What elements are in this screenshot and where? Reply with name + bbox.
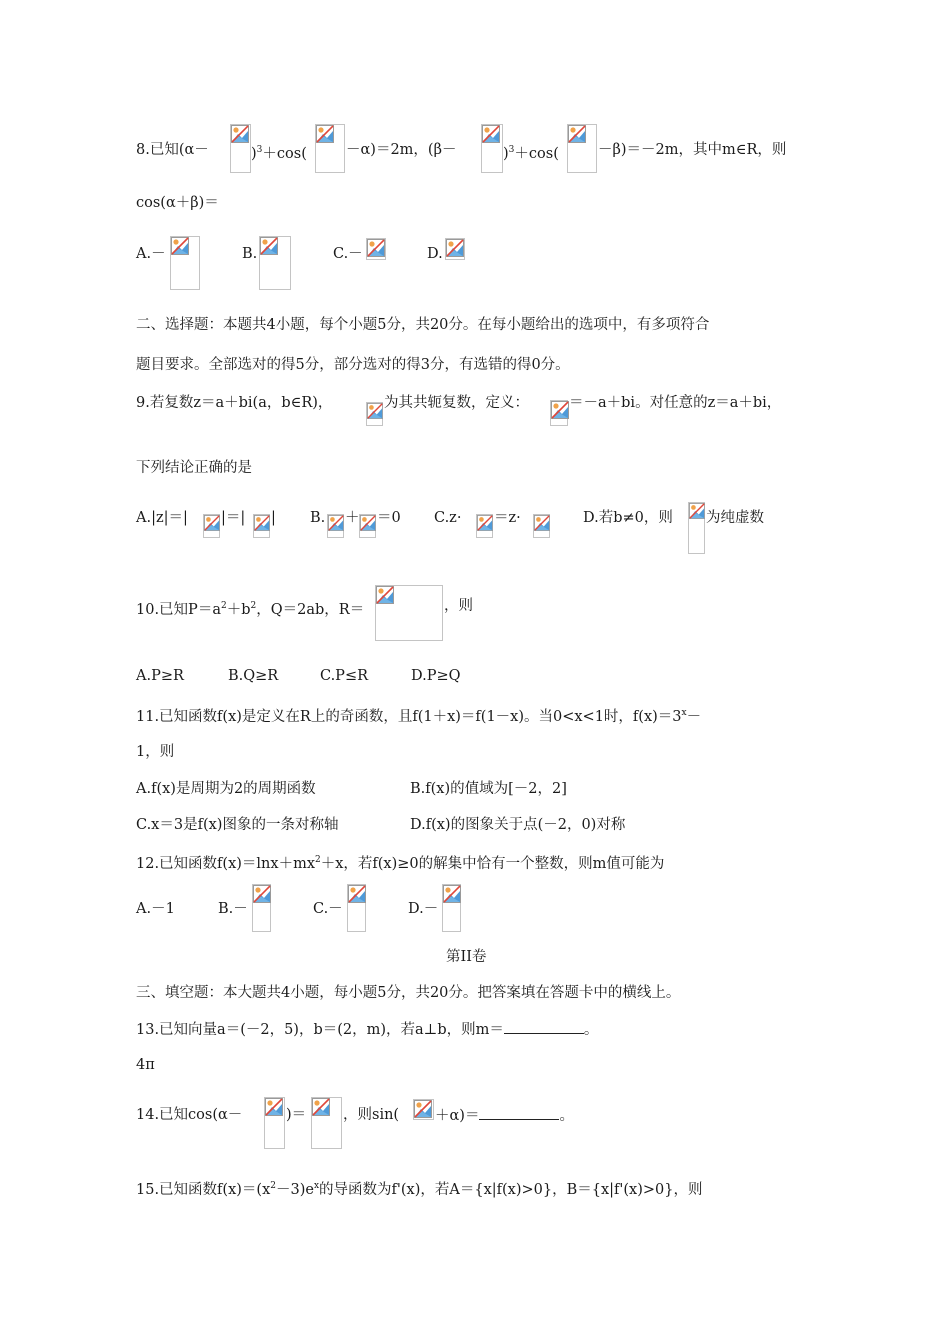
superscript: 3 — [508, 145, 515, 155]
q8-option-b: B. — [242, 246, 258, 262]
q8-text: ) — [251, 145, 257, 162]
formula-image — [315, 124, 345, 173]
q10-option-b: B.Q≥R — [228, 668, 279, 684]
section3-line1: 三、填空题：本大题共4小题，每小题5分，共20分。把答案填在答题卡中的横线上。 — [136, 985, 681, 1001]
formula-image — [445, 238, 465, 260]
q10-text: ，Q＝2ab，R＝ — [256, 601, 365, 618]
q14-text: )＝ — [286, 1107, 307, 1123]
formula-image — [327, 514, 344, 538]
q11-line1 — [136, 703, 701, 727]
superscript: 2 — [220, 601, 227, 611]
formula-image — [533, 514, 550, 538]
superscript: 2 — [315, 855, 321, 865]
q9-option-b: B. — [310, 510, 326, 526]
broken-image-icon — [568, 125, 586, 143]
q12-line1 — [136, 850, 664, 874]
broken-image-icon — [367, 403, 383, 419]
q10-text: ＋b — [226, 601, 251, 618]
formula-image — [259, 236, 291, 290]
formula-image — [264, 1097, 285, 1149]
formula-image — [550, 400, 568, 426]
formula-image — [366, 238, 386, 260]
answer-blank — [504, 1019, 584, 1034]
superscript: x — [313, 1181, 320, 1191]
broken-image-icon — [231, 125, 249, 143]
broken-image-icon — [443, 885, 461, 903]
q8-option-c: C.－ — [333, 246, 363, 262]
option-text: |＝| — [221, 510, 246, 526]
broken-image-icon — [689, 503, 705, 519]
q15-text: 的导函数为f'(x)，若A＝{x|f(x)>0}，B＝{x|f'(x)>0}，则 — [319, 1181, 703, 1198]
q8-text: 8.已知(α－ — [136, 142, 209, 158]
broken-image-icon — [414, 1100, 432, 1118]
q12-option-b: B.－ — [218, 901, 248, 917]
q11-option-c: C.x＝3是f(x)图象的一条对称轴 — [136, 817, 339, 833]
q15-text: －3)e — [276, 1181, 314, 1198]
formula-image — [252, 884, 271, 932]
formula-image — [347, 884, 366, 932]
broken-image-icon — [265, 1098, 283, 1116]
q8-text: ＋cos( — [262, 145, 307, 162]
formula-image — [476, 514, 493, 538]
q10-text: ，则 — [444, 598, 473, 614]
q9-line2: 下列结论正确的是 — [136, 460, 252, 476]
q11-text: － — [686, 708, 702, 725]
formula-image — [688, 502, 705, 554]
formula-image — [366, 402, 383, 426]
formula-image — [359, 514, 376, 538]
q11-text: 11.已知函数f(x)是定义在R上的奇函数，且f(1＋x)＝f(1－x)。当0<x<1时，f(x)＝3 — [136, 708, 682, 725]
q8-option-d: D. — [427, 246, 443, 262]
broken-image-icon — [534, 515, 550, 531]
broken-image-icon — [254, 515, 270, 531]
formula-image — [567, 124, 597, 173]
broken-image-icon — [204, 515, 220, 531]
q12-option-a: A.－1 — [136, 901, 175, 917]
q10-option-a: A.P≥R — [136, 668, 184, 684]
broken-image-icon — [446, 239, 464, 257]
broken-image-icon — [376, 586, 394, 604]
broken-image-icon — [482, 125, 500, 143]
option-text: 为纯虚数 — [706, 510, 764, 526]
section2-line1: 二、选择题：本题共4小题，每个小题5分，共20分。在每小题给出的选项中，有多项符合 — [136, 317, 710, 333]
stray-text: 4π — [136, 1057, 155, 1073]
broken-image-icon — [253, 885, 271, 903]
formula-image — [170, 236, 200, 290]
q14-text: 。 — [559, 1108, 574, 1124]
section2-line2: 题目要求。全部选对的得5分，部分选对的得3分，有选错的得0分。 — [136, 357, 570, 373]
answer-blank — [479, 1105, 559, 1120]
q15-text: 15.已知函数f(x)＝(x — [136, 1181, 271, 1198]
broken-image-icon — [328, 515, 344, 531]
option-text: A.|z|＝| — [136, 510, 188, 526]
superscript: x — [681, 708, 687, 718]
q13-line1 — [136, 1019, 598, 1040]
q8-text: ＋cos( — [514, 145, 559, 162]
broken-image-icon — [551, 401, 569, 419]
q9-option-a — [136, 508, 188, 528]
q9-line1c: ＝－a＋bi。对任意的z＝a＋bi， — [569, 395, 782, 411]
q15-line1 — [136, 1176, 703, 1200]
formula-image — [253, 514, 270, 538]
q14-text: ，则sin( — [343, 1107, 400, 1123]
part2-title: 第II卷 — [446, 949, 487, 965]
q14-text: ＋α)＝ — [435, 1108, 480, 1124]
broken-image-icon — [316, 125, 334, 143]
q9-line1a: 9.若复数z＝a＋bi(a，b∈R)， — [136, 395, 333, 411]
broken-image-icon — [360, 515, 376, 531]
q9-line1b: 为其共轭复数，定义： — [384, 395, 529, 411]
formula-image — [481, 124, 503, 173]
q11-option-d: D.f(x)的图象关于点(－2，0)对称 — [410, 817, 626, 833]
q8-line2: cos(α＋β)＝ — [136, 195, 219, 211]
formula-image — [375, 585, 443, 641]
superscript: 2 — [270, 1181, 276, 1191]
superscript: 3 — [256, 145, 263, 155]
q13-text: 。 — [583, 1022, 599, 1038]
q11-option-b: B.f(x)的值域为[－2，2] — [410, 781, 567, 797]
broken-image-icon — [367, 239, 385, 257]
q9-option-c: C.z· — [434, 510, 462, 526]
q10-option-d: D.P≥Q — [411, 668, 461, 684]
q8-text: －α)＝2m，(β－ — [346, 142, 457, 158]
q8-text: －β)＝－2m，其中m∈R，则 — [598, 142, 787, 158]
q8-option-a: A.－ — [136, 246, 166, 262]
q8-text: ) — [503, 145, 509, 162]
q11-line2: 1，则 — [136, 744, 175, 760]
superscript: 2 — [250, 601, 257, 611]
broken-image-icon — [477, 515, 493, 531]
broken-image-icon — [171, 237, 189, 255]
broken-image-icon — [312, 1098, 330, 1116]
formula-image — [413, 1099, 434, 1120]
formula-image — [203, 514, 220, 538]
q12-option-d: D.－ — [408, 901, 439, 917]
q11-option-a: A.f(x)是周期为2的周期函数 — [136, 781, 316, 797]
q13-text: 13.已知向量a＝(－2，5)，b＝(2，m)，若a⊥b，则m＝ — [136, 1022, 504, 1038]
q12-option-c: C.－ — [313, 901, 343, 917]
option-text: ＝0 — [377, 510, 401, 526]
option-text: | — [271, 510, 276, 526]
q10-option-c: C.P≤R — [320, 668, 369, 684]
option-text: ＝z· — [494, 510, 521, 526]
q14-line1a: 14.已知cos(α－ — [136, 1107, 243, 1123]
q8-line1 — [136, 140, 209, 160]
q12-text: 12.已知函数f(x)＝lnx＋mx — [136, 855, 315, 872]
broken-image-icon — [348, 885, 366, 903]
q10-text: 10.已知P＝a — [136, 601, 221, 618]
formula-image — [230, 124, 251, 173]
q9-option-d: D.若b≠0，则 — [583, 510, 673, 526]
formula-image — [442, 884, 461, 932]
broken-image-icon — [260, 237, 278, 255]
formula-image — [311, 1097, 342, 1149]
q10-line1 — [136, 596, 364, 620]
q12-text: ＋x，若f(x)≥0的解集中恰有一个整数，则m值可能为 — [320, 855, 665, 872]
option-text: ＋ — [345, 510, 360, 526]
